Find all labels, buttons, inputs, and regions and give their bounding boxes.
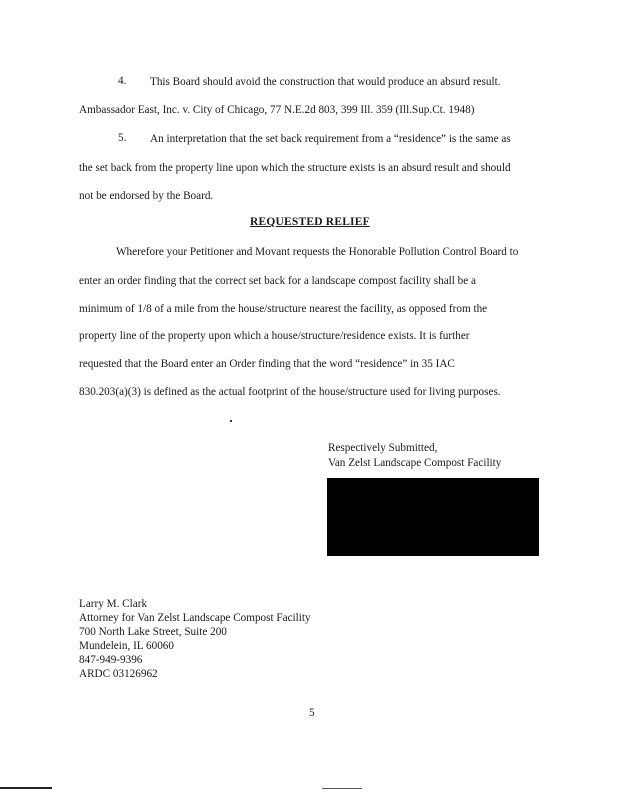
relief-line-3: minimum of 1/8 of a mile from the house/structure nearest the facility, as opposed from the <box>79 303 488 315</box>
signature-line-2: Van Zelst Landscape Compost Facility <box>328 457 502 469</box>
redacted-signature-block <box>327 478 539 556</box>
page-number: 5 <box>309 707 315 719</box>
relief-line-4: property line of the property upon which a house/structure/residence exists. It is further <box>79 330 470 342</box>
paragraph-4-number: 4. <box>118 75 127 87</box>
signature-line-1: Respectively Submitted, <box>328 442 438 454</box>
paragraph-5-line-1: An interpretation that the set back requirement from a “residence” is the same as <box>150 133 511 145</box>
attorney-name: Larry M. Clark <box>79 598 148 610</box>
paragraph-5-line-3: not be endorsed by the Board. <box>79 190 214 202</box>
stray-mark <box>230 420 232 422</box>
attorney-ardc: ARDC 03126962 <box>79 668 158 680</box>
attorney-phone: 847-949-9396 <box>79 654 143 666</box>
paragraph-5-number: 5. <box>118 132 127 144</box>
paragraph-5-line-2: the set back from the property line upon which the structure exists is an absurd result and should <box>79 162 511 174</box>
paragraph-4-citation: Ambassador East, Inc. v. City of Chicago, 77 N.E.2d 803, 399 Ill. 359 (Ill.Sup.Ct. 1948) <box>79 104 475 116</box>
bottom-rule-middle <box>322 788 362 789</box>
relief-line-6: 830.203(a)(3) is defined as the actual footprint of the house/structure used for living purposes. <box>79 386 501 398</box>
requested-relief-heading: REQUESTED RELIEF <box>250 216 370 228</box>
paragraph-4-line-1: This Board should avoid the construction that would produce an absurd result. <box>150 76 501 88</box>
relief-line-2: enter an order finding that the correct set back for a landscape compost facility shall be a <box>79 275 476 287</box>
attorney-street: 700 North Lake Street, Suite 200 <box>79 626 227 638</box>
relief-line-5: requested that the Board enter an Order finding that the word “residence” in 35 IAC <box>79 358 455 370</box>
bottom-rule-left <box>0 787 52 789</box>
attorney-title: Attorney for Van Zelst Landscape Compost Facility <box>79 612 311 624</box>
relief-line-1: Wherefore your Petitioner and Movant requests the Honorable Pollution Control Board to <box>116 246 519 258</box>
attorney-city: Mundelein, IL 60060 <box>79 640 174 652</box>
